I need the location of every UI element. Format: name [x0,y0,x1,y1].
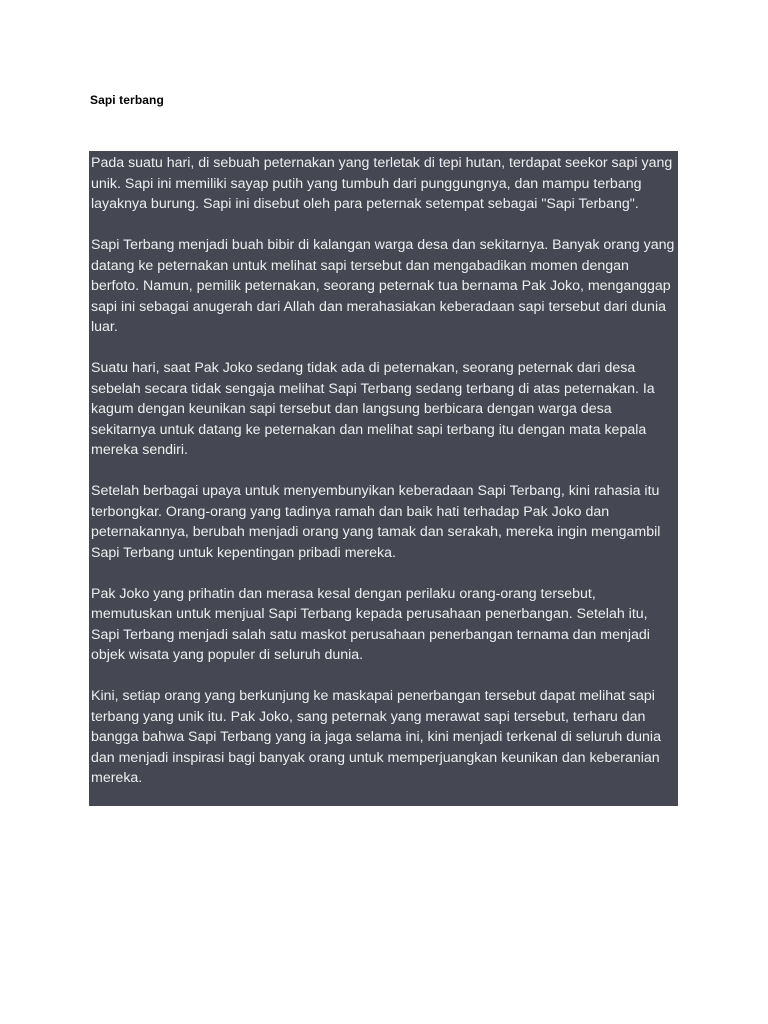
document-title: Sapi terbang [90,93,164,107]
story-paragraph-1: Pada suatu hari, di sebuah peternakan yang terletak di tepi hutan, terdapat seekor sapi yang unik. Sapi ini memiliki sayap putih yang tumbuh dari punggungnya, dan mampu terbang layaknya burung. Sapi ini disebut oleh para peternak setempat sebagai "Sapi Terbang". [91,155,673,212]
story-paragraph-6: Kini, setiap orang yang berkunjung ke maskapai penerbangan tersebut dapat melihat sapi terbang yang unik itu. Pak Joko, sang peternak yang merawat sapi tersebut, terharu dan bangga bahwa Sapi Terbang yang ia jaga selama ini, kini menjadi terkenal di seluruh dunia dan menjadi inspirasi bagi banyak orang untuk memperjuangkan keunikan dan keberanian mereka. [91,688,661,786]
story-paragraph-5: Pak Joko yang prihatin dan merasa kesal dengan perilaku orang-orang tersebut, memutuskan untuk menjual Sapi Terbang kepada perusahaan penerbangan. Setelah itu, Sapi Terbang menjadi salah satu maskot perusahaan penerbangan ternama dan menjadi objek wisata yang populer di seluruh dunia. [91,585,650,663]
story-paragraph-3: Suatu hari, saat Pak Joko sedang tidak ada di peternakan, seorang peternak dari desa sebelah secara tidak sengaja melihat Sapi Terbang sedang terbang di atas peternakan. Ia kagum dengan keunikan sapi tersebut dan langsung berbicara dengan warga desa sekitarnya untuk datang ke peternakan dan melihat sapi terbang itu dengan mata kepala mereka sendiri. [91,360,655,458]
story-paragraph-4: Setelah berbagai upaya untuk menyembunyikan keberadaan Sapi Terbang, kini rahasia itu terbongkar. Orang-orang yang tadinya ramah dan baik hati terhadap Pak Joko dan peternakannya, berubah menjadi orang yang tamak dan serakah, mereka ingin mengambil Sapi Terbang untuk kepentingan pribadi mereka. [91,483,661,561]
story-paragraph-2: Sapi Terbang menjadi buah bibir di kalangan warga desa dan sekitarnya. Banyak orang yang datang ke peternakan untuk melihat sapi tersebut dan mengabadikan momen dengan berfoto. Namun, pemilik peternakan, seorang peternak tua bernama Pak Joko, menganggap sapi ini sebagai anugerah dari Allah dan merahasiakan keberadaan sapi tersebut dari dunia luar. [91,237,675,335]
story-text-block [89,151,678,806]
